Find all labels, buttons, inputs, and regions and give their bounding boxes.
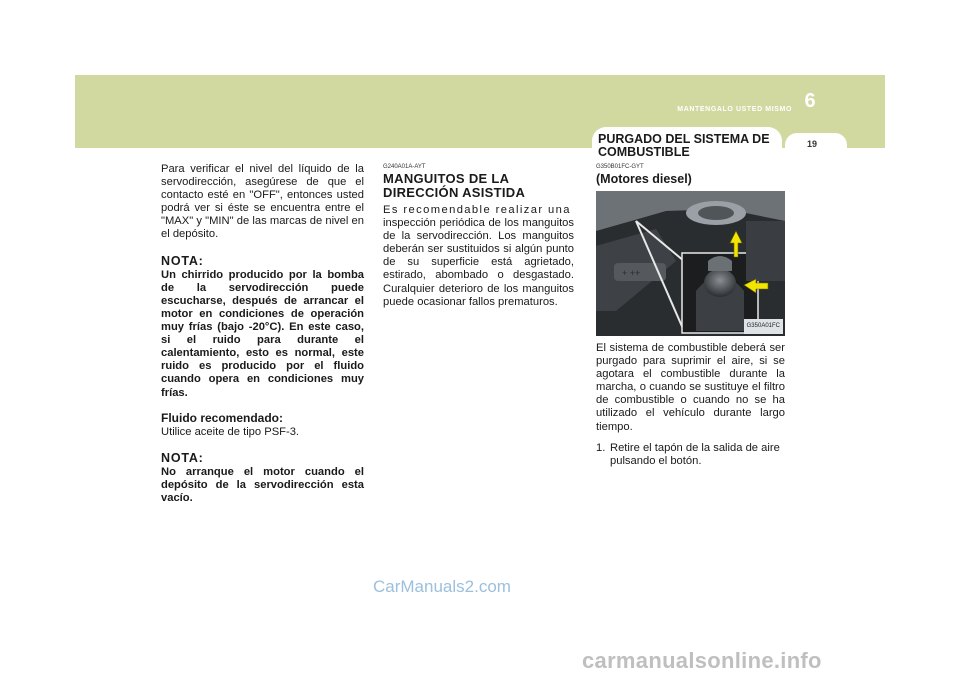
- section-heading: MANGUITOS DE LA DIRECCIÓN ASISTIDA: [383, 171, 526, 200]
- step-text: Retire el tapón de la salida de aire pulsando el botón.: [610, 441, 780, 467]
- intro-paragraph: Para verificar el nivel del líquido de la servodirección, asegúrese de que el contacto esté en "OFF", entonces usted podrá ver si éste se encuentra entre el "MAX" y "MIN" de las marcas de nivel en el depósito.: [161, 163, 364, 241]
- section-code: G240A01A-AYT: [383, 164, 426, 170]
- hoses-paragraph: inspección periódica de los manguitos de la servodirección. Los manguitos deberán ser sustituidos si algún punto de su superficie está agrietado, estirado, abombado o desgastado. Curalquier deterioro de los manguitos puede ocasionar fallos prematuros.: [383, 217, 574, 308]
- note-heading-2: NOTA:: [161, 450, 204, 465]
- section-title: PURGADO DEL SISTEMA DE COMBUSTIBLE: [598, 132, 770, 159]
- step-number: 1.: [596, 441, 606, 454]
- column-right: [596, 163, 785, 468]
- hoses-lead: Es recomendable realizar una: [383, 204, 571, 216]
- engine-illustration: [596, 191, 785, 336]
- column-middle: [383, 163, 574, 309]
- purge-paragraph: El sistema de combustible deberá ser purgado para suprimir el aire, si se agotara el combustible durante la marcha, o cuando se sustituye el filtro de combustible o cuando no se ha utilizado el vehículo durante largo tiempo.: [596, 342, 785, 433]
- watermark-link[interactable]: CarManuals2.com: [373, 577, 511, 596]
- steps-list: [596, 442, 785, 468]
- column-left: [161, 163, 364, 505]
- note-heading: NOTA:: [161, 253, 204, 268]
- engine-photo: [596, 191, 785, 336]
- fluid-heading: Fluido recomendado:: [161, 410, 284, 425]
- image-caption: G350A01FC: [744, 319, 783, 334]
- watermark-footer: carmanualsonline.info: [582, 648, 822, 673]
- note-text: Un chirrido producido por la bomba de la servodirección puede escucharse, después de arrancar el motor en condiciones de operación muy frías (bajo -20°C). En este caso, si el ruido para durante el calentamiento, esto es normal, este ruido es producido por el fluido cuando opera en condiciones muy frías.: [161, 268, 364, 399]
- chapter-title: MANTENGALO USTED MISMO: [677, 106, 792, 113]
- fluid-text: Utilice aceite de tipo PSF-3.: [161, 425, 300, 438]
- list-item: [596, 442, 785, 468]
- svg-text:+ ++: + ++: [622, 268, 641, 278]
- section-code-2: G350B01FC-GYT: [596, 164, 644, 170]
- note-text-2: No arranque el motor cuando el depósito de la servodirección esta vacío.: [161, 465, 364, 505]
- page-number: 19: [806, 139, 817, 149]
- diesel-heading: (Motores diesel): [596, 172, 692, 186]
- chapter-number: 6: [804, 90, 816, 112]
